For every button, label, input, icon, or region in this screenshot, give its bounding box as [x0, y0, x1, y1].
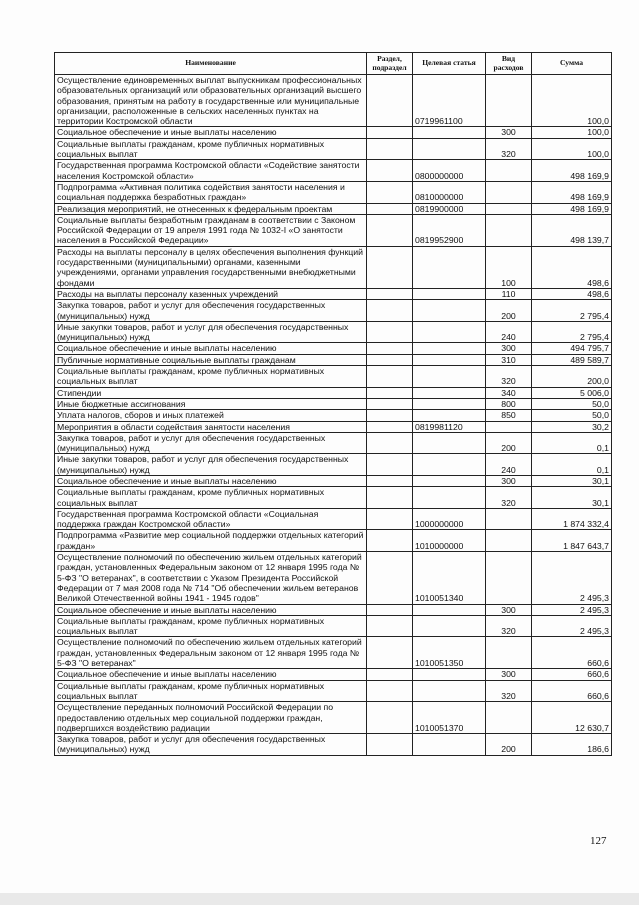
row-sum-cell: 2 495,3 — [532, 552, 612, 604]
row-target-cell — [413, 288, 486, 299]
row-name-cell: Государственная программа Костромской области «Социальная поддержка граждан Костромской области» — [55, 508, 367, 530]
row-section-cell — [367, 421, 413, 432]
row-section-cell — [367, 487, 413, 509]
row-type-cell — [486, 214, 532, 246]
table-row — [55, 669, 612, 680]
table-row — [55, 421, 612, 432]
row-name-cell: Расходы на выплаты персоналу казенных учреждений — [55, 288, 367, 299]
row-target-cell: 0819952900 — [413, 214, 486, 246]
row-target-cell — [413, 410, 486, 421]
row-target-cell: 0719961100 — [413, 75, 486, 127]
budget-table — [54, 52, 612, 756]
row-section-cell — [367, 181, 413, 203]
row-section-cell — [367, 604, 413, 615]
row-target-cell — [413, 454, 486, 476]
row-target-cell: 0800000000 — [413, 160, 486, 182]
row-name-cell: Подпрограмма «Развитие мер социальной поддержки отдельных категорий граждан» — [55, 530, 367, 552]
row-sum-cell: 50,0 — [532, 398, 612, 409]
row-type-cell: 100 — [486, 246, 532, 288]
table-row — [55, 321, 612, 343]
row-sum-cell: 30,2 — [532, 421, 612, 432]
table-row — [55, 454, 612, 476]
row-type-cell: 310 — [486, 354, 532, 365]
row-sum-cell: 30,1 — [532, 475, 612, 486]
table-row — [55, 300, 612, 322]
table-row — [55, 702, 612, 734]
row-section-cell — [367, 615, 413, 637]
row-name-cell: Социальное обеспечение и иные выплаты населению — [55, 343, 367, 354]
row-sum-cell: 494 795,7 — [532, 343, 612, 354]
row-section-cell — [367, 300, 413, 322]
row-name-cell: Закупка товаров, работ и услуг для обеспечения государственных (муниципальных) нужд — [55, 300, 367, 322]
row-type-cell: 320 — [486, 138, 532, 160]
row-name-cell: Социальные выплаты гражданам, кроме публичных нормативных социальных выплат — [55, 680, 367, 702]
row-name-cell: Иные закупки товаров, работ и услуг для обеспечения государственных (муниципальных) нужд — [55, 454, 367, 476]
table-row — [55, 203, 612, 214]
row-section-cell — [367, 669, 413, 680]
row-name-cell: Расходы на выплаты персоналу в целях обеспечения выполнения функций государственными (муниципальными) органами, казенными учреждениями, органами управления государственными внебюджетными фондами — [55, 246, 367, 288]
row-type-cell: 300 — [486, 669, 532, 680]
row-name-cell: Реализация мероприятий, не отнесенных к федеральным проектам — [55, 203, 367, 214]
row-target-cell — [413, 734, 486, 756]
row-type-cell: 320 — [486, 487, 532, 509]
row-name-cell: Осуществление единовременных выплат выпускникам профессиональных образовательных организаций или образовательных организаций высшего образования, принятым на работу в государственные или муниципальные организации, расположенные в сельских населенных пунктах на территории Костромской области — [55, 75, 367, 127]
row-section-cell — [367, 454, 413, 476]
row-section-cell — [367, 530, 413, 552]
row-sum-cell: 498 169,9 — [532, 160, 612, 182]
table-row — [55, 138, 612, 160]
row-section-cell — [367, 203, 413, 214]
row-name-cell: Уплата налогов, сборов и иных платежей — [55, 410, 367, 421]
row-target-cell — [413, 475, 486, 486]
table-row — [55, 604, 612, 615]
row-type-cell: 200 — [486, 432, 532, 454]
row-type-cell — [486, 75, 532, 127]
row-target-cell — [413, 669, 486, 680]
row-target-cell — [413, 487, 486, 509]
row-section-cell — [367, 366, 413, 388]
row-target-cell: 0810000000 — [413, 181, 486, 203]
row-type-cell: 300 — [486, 343, 532, 354]
page-number: 127 — [590, 835, 607, 847]
row-name-cell: Социальные выплаты гражданам, кроме публичных нормативных социальных выплат — [55, 615, 367, 637]
row-target-cell: 1010051370 — [413, 702, 486, 734]
row-section-cell — [367, 387, 413, 398]
row-section-cell — [367, 343, 413, 354]
row-sum-cell: 498,6 — [532, 288, 612, 299]
row-name-cell: Социальные выплаты гражданам, кроме публичных нормативных социальных выплат — [55, 366, 367, 388]
row-section-cell — [367, 138, 413, 160]
row-name-cell: Социальное обеспечение и иные выплаты населению — [55, 127, 367, 138]
row-target-cell — [413, 321, 486, 343]
table-row — [55, 637, 612, 669]
row-type-cell: 320 — [486, 366, 532, 388]
row-section-cell — [367, 508, 413, 530]
row-name-cell: Иные бюджетные ассигнования — [55, 398, 367, 409]
row-type-cell: 320 — [486, 615, 532, 637]
row-sum-cell: 498 139,7 — [532, 214, 612, 246]
row-sum-cell: 2 495,3 — [532, 615, 612, 637]
table-row — [55, 181, 612, 203]
row-type-cell — [486, 637, 532, 669]
row-sum-cell: 186,6 — [532, 734, 612, 756]
row-target-cell — [413, 615, 486, 637]
row-sum-cell: 2 495,3 — [532, 604, 612, 615]
row-type-cell — [486, 181, 532, 203]
row-target-cell: 0819981120 — [413, 421, 486, 432]
row-type-cell: 850 — [486, 410, 532, 421]
row-type-cell: 240 — [486, 321, 532, 343]
scan-edge — [0, 893, 639, 905]
table-row — [55, 398, 612, 409]
row-sum-cell: 100,0 — [532, 127, 612, 138]
table-row — [55, 680, 612, 702]
row-target-cell — [413, 343, 486, 354]
row-name-cell: Закупка товаров, работ и услуг для обеспечения государственных (муниципальных) нужд — [55, 734, 367, 756]
row-sum-cell: 200,0 — [532, 366, 612, 388]
row-section-cell — [367, 288, 413, 299]
row-name-cell: Публичные нормативные социальные выплаты гражданам — [55, 354, 367, 365]
table-row — [55, 530, 612, 552]
row-section-cell — [367, 680, 413, 702]
table-row — [55, 288, 612, 299]
row-sum-cell: 498 169,9 — [532, 203, 612, 214]
table-row — [55, 354, 612, 365]
table-row — [55, 387, 612, 398]
row-target-cell — [413, 127, 486, 138]
header-row — [55, 53, 612, 75]
row-sum-cell: 100,0 — [532, 138, 612, 160]
row-type-cell: 300 — [486, 604, 532, 615]
row-sum-cell: 5 006,0 — [532, 387, 612, 398]
row-type-cell — [486, 702, 532, 734]
row-target-cell — [413, 300, 486, 322]
row-name-cell: Социальные выплаты гражданам, кроме публичных нормативных социальных выплат — [55, 487, 367, 509]
row-type-cell: 240 — [486, 454, 532, 476]
row-target-cell: 1010000000 — [413, 530, 486, 552]
row-target-cell — [413, 354, 486, 365]
header-type: Вид расходов — [486, 53, 532, 75]
row-target-cell: 1010051340 — [413, 552, 486, 604]
row-target-cell — [413, 387, 486, 398]
row-section-cell — [367, 432, 413, 454]
row-section-cell — [367, 75, 413, 127]
row-sum-cell: 0,1 — [532, 432, 612, 454]
row-target-cell — [413, 432, 486, 454]
row-target-cell — [413, 138, 486, 160]
row-sum-cell: 30,1 — [532, 487, 612, 509]
row-section-cell — [367, 246, 413, 288]
row-name-cell: Осуществление полномочий по обеспечению жильем отдельных категорий граждан, установленных Федеральным законом от 12 января 1995 года № 5-ФЗ "О ветеранах" — [55, 637, 367, 669]
row-type-cell: 800 — [486, 398, 532, 409]
table-row — [55, 75, 612, 127]
row-target-cell: 1010051350 — [413, 637, 486, 669]
row-type-cell — [486, 203, 532, 214]
table-row — [55, 214, 612, 246]
row-type-cell — [486, 530, 532, 552]
row-section-cell — [367, 398, 413, 409]
row-target-cell: 0819900000 — [413, 203, 486, 214]
row-section-cell — [367, 637, 413, 669]
row-sum-cell: 100,0 — [532, 75, 612, 127]
table-row — [55, 734, 612, 756]
table-row — [55, 160, 612, 182]
row-sum-cell: 1 874 332,4 — [532, 508, 612, 530]
table-row — [55, 487, 612, 509]
row-name-cell: Социальные выплаты безработным гражданам в соответствии с Законом Российской Федерации от 19 апреля 1991 года № 1032-I «О занятости населения в Российской Федерации» — [55, 214, 367, 246]
header-section: Раздел, подраздел — [367, 53, 413, 75]
row-sum-cell: 660,6 — [532, 669, 612, 680]
row-type-cell — [486, 421, 532, 432]
row-section-cell — [367, 127, 413, 138]
row-section-cell — [367, 160, 413, 182]
row-target-cell — [413, 366, 486, 388]
row-section-cell — [367, 354, 413, 365]
row-section-cell — [367, 321, 413, 343]
table-row — [55, 432, 612, 454]
table-row — [55, 343, 612, 354]
table-row — [55, 410, 612, 421]
table-row — [55, 127, 612, 138]
row-sum-cell: 50,0 — [532, 410, 612, 421]
row-sum-cell: 2 795,4 — [532, 321, 612, 343]
row-sum-cell: 498 169,9 — [532, 181, 612, 203]
row-sum-cell: 660,6 — [532, 637, 612, 669]
table-row — [55, 246, 612, 288]
row-target-cell: 1000000000 — [413, 508, 486, 530]
row-section-cell — [367, 734, 413, 756]
row-type-cell: 300 — [486, 127, 532, 138]
row-section-cell — [367, 410, 413, 421]
row-name-cell: Социальное обеспечение и иные выплаты населению — [55, 669, 367, 680]
row-type-cell — [486, 552, 532, 604]
row-name-cell: Мероприятия в области содействия занятости населения — [55, 421, 367, 432]
row-name-cell: Осуществление полномочий по обеспечению жильем отдельных категорий граждан, установленных Федеральным законом от 12 января 1995 года № 5-ФЗ "О ветеранах", в соответствии с Указом Президента Российской Федерации от 7 мая 2008 года № 714 "Об обеспечении жильем ветеранов Великой Отечественной войны 1941 - 1945 годов" — [55, 552, 367, 604]
row-sum-cell: 660,6 — [532, 680, 612, 702]
row-name-cell: Стипендии — [55, 387, 367, 398]
row-sum-cell: 0,1 — [532, 454, 612, 476]
row-target-cell — [413, 604, 486, 615]
header-sum: Сумма — [532, 53, 612, 75]
row-type-cell: 200 — [486, 300, 532, 322]
row-type-cell — [486, 160, 532, 182]
row-name-cell: Иные закупки товаров, работ и услуг для обеспечения государственных (муниципальных) нужд — [55, 321, 367, 343]
table-row — [55, 475, 612, 486]
row-name-cell: Социальное обеспечение и иные выплаты населению — [55, 604, 367, 615]
row-type-cell: 300 — [486, 475, 532, 486]
row-name-cell: Государственная программа Костромской области «Содействие занятости населения Костромской области» — [55, 160, 367, 182]
table-row — [55, 366, 612, 388]
table-row — [55, 552, 612, 604]
header-name: Наименование — [55, 53, 367, 75]
row-section-cell — [367, 475, 413, 486]
row-target-cell — [413, 246, 486, 288]
row-sum-cell: 1 847 643,7 — [532, 530, 612, 552]
row-sum-cell: 2 795,4 — [532, 300, 612, 322]
header-target: Целевая статья — [413, 53, 486, 75]
table-header — [55, 53, 612, 75]
row-name-cell: Закупка товаров, работ и услуг для обеспечения государственных (муниципальных) нужд — [55, 432, 367, 454]
row-target-cell — [413, 398, 486, 409]
row-name-cell: Социальные выплаты гражданам, кроме публичных нормативных социальных выплат — [55, 138, 367, 160]
row-target-cell — [413, 680, 486, 702]
table-body — [55, 75, 612, 756]
row-type-cell: 110 — [486, 288, 532, 299]
row-type-cell: 200 — [486, 734, 532, 756]
row-sum-cell: 498,6 — [532, 246, 612, 288]
row-section-cell — [367, 552, 413, 604]
table-row — [55, 615, 612, 637]
row-type-cell: 320 — [486, 680, 532, 702]
row-sum-cell: 12 630,7 — [532, 702, 612, 734]
row-name-cell: Подпрограмма «Активная политика содействия занятости населения и социальная поддержка безработных граждан» — [55, 181, 367, 203]
table-row — [55, 508, 612, 530]
row-type-cell: 340 — [486, 387, 532, 398]
row-name-cell: Осуществление переданных полномочий Российской Федерации по предоставлению отдельных мер социальной поддержки граждан, подвергшихся воздействию радиации — [55, 702, 367, 734]
row-section-cell — [367, 214, 413, 246]
row-sum-cell: 489 589,7 — [532, 354, 612, 365]
row-section-cell — [367, 702, 413, 734]
row-name-cell: Социальное обеспечение и иные выплаты населению — [55, 475, 367, 486]
row-type-cell — [486, 508, 532, 530]
